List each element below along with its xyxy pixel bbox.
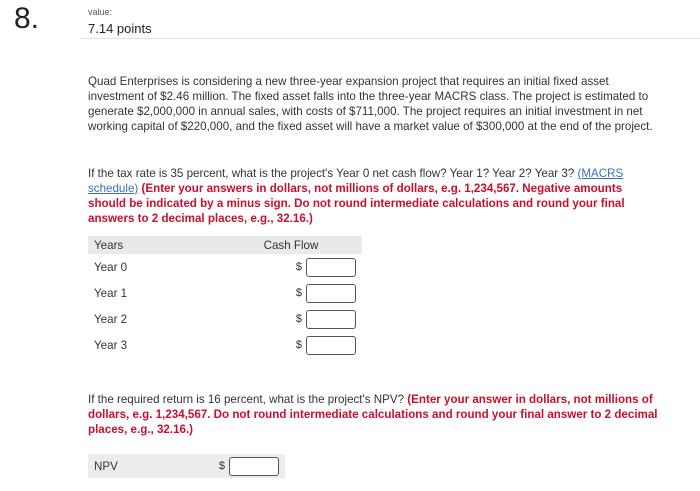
year-1-cash-flow-input[interactable] [306,284,356,303]
cash-flow-header: Cash Flow [220,236,362,254]
npv-table [88,454,285,478]
question-number: 8. [14,2,40,35]
year-2-cash-flow-input[interactable] [306,310,356,329]
npv-label: NPV [88,454,153,478]
dollar-sign: $ [295,287,302,299]
table-row [88,332,362,358]
table-row [88,280,362,306]
year-label: Year 3 [94,338,128,352]
table-row [88,306,362,332]
table-row [88,454,285,478]
part1-question [88,166,660,226]
year-label: Year 2 [94,312,128,326]
years-header: Years [88,236,220,254]
problem-intro: Quad Enterprises is considering a new three-year expansion project that requires an initial fixed asset investment of $2.46 million. The fixed asset falls into the three-year MACRS class. The project is estimated to generate $2,000,000 in annual sales, with costs of $711,000. The project requires an initial investment in net working capital of $220,000, and the fixed asset will have a market value of $300,000 at the end of the project. [88,75,653,133]
dollar-sign: $ [295,261,302,273]
dollar-sign: $ [295,313,302,325]
points-value: 7.14 points [88,21,152,36]
year-0-cash-flow-input[interactable] [306,258,356,277]
dollar-sign: $ [295,339,302,351]
year-label: Year 1 [94,286,128,300]
dollar-sign: $ [218,460,225,472]
cash-flow-table [88,236,362,358]
macrs-schedule-link[interactable]: (MACRS schedule) [88,167,624,195]
part1-prompt: If the tax rate is 35 percent, what is the project's Year 0 net cash flow? Year 1? Year 2? Year 3? [88,167,575,180]
part1-instructions: (Enter your answers in dollars, not millions of dollars, e.g. 1,234,567. Negative amounts should be indicated by a minus sign. Do not round intermediate calculations and round your final answers to 2 decimal places, e.g., 32.16.) [88,182,625,225]
part2-prompt: If the required return is 16 percent, what is the project's NPV? [88,393,405,406]
year-3-cash-flow-input[interactable] [306,336,356,355]
table-header-row [88,236,362,254]
value-label: value: [88,7,113,17]
npv-input[interactable] [229,457,279,476]
header-divider [80,38,700,39]
part2-question [88,392,660,437]
year-label: Year 0 [94,260,128,274]
part2-instructions: (Enter your answer in dollars, not millions of dollars, e.g. 1,234,567. Do not round intermediate calculations and round your final answer to 2 decimal places, e.g., 32.16.) [88,393,658,436]
table-row [88,254,362,280]
